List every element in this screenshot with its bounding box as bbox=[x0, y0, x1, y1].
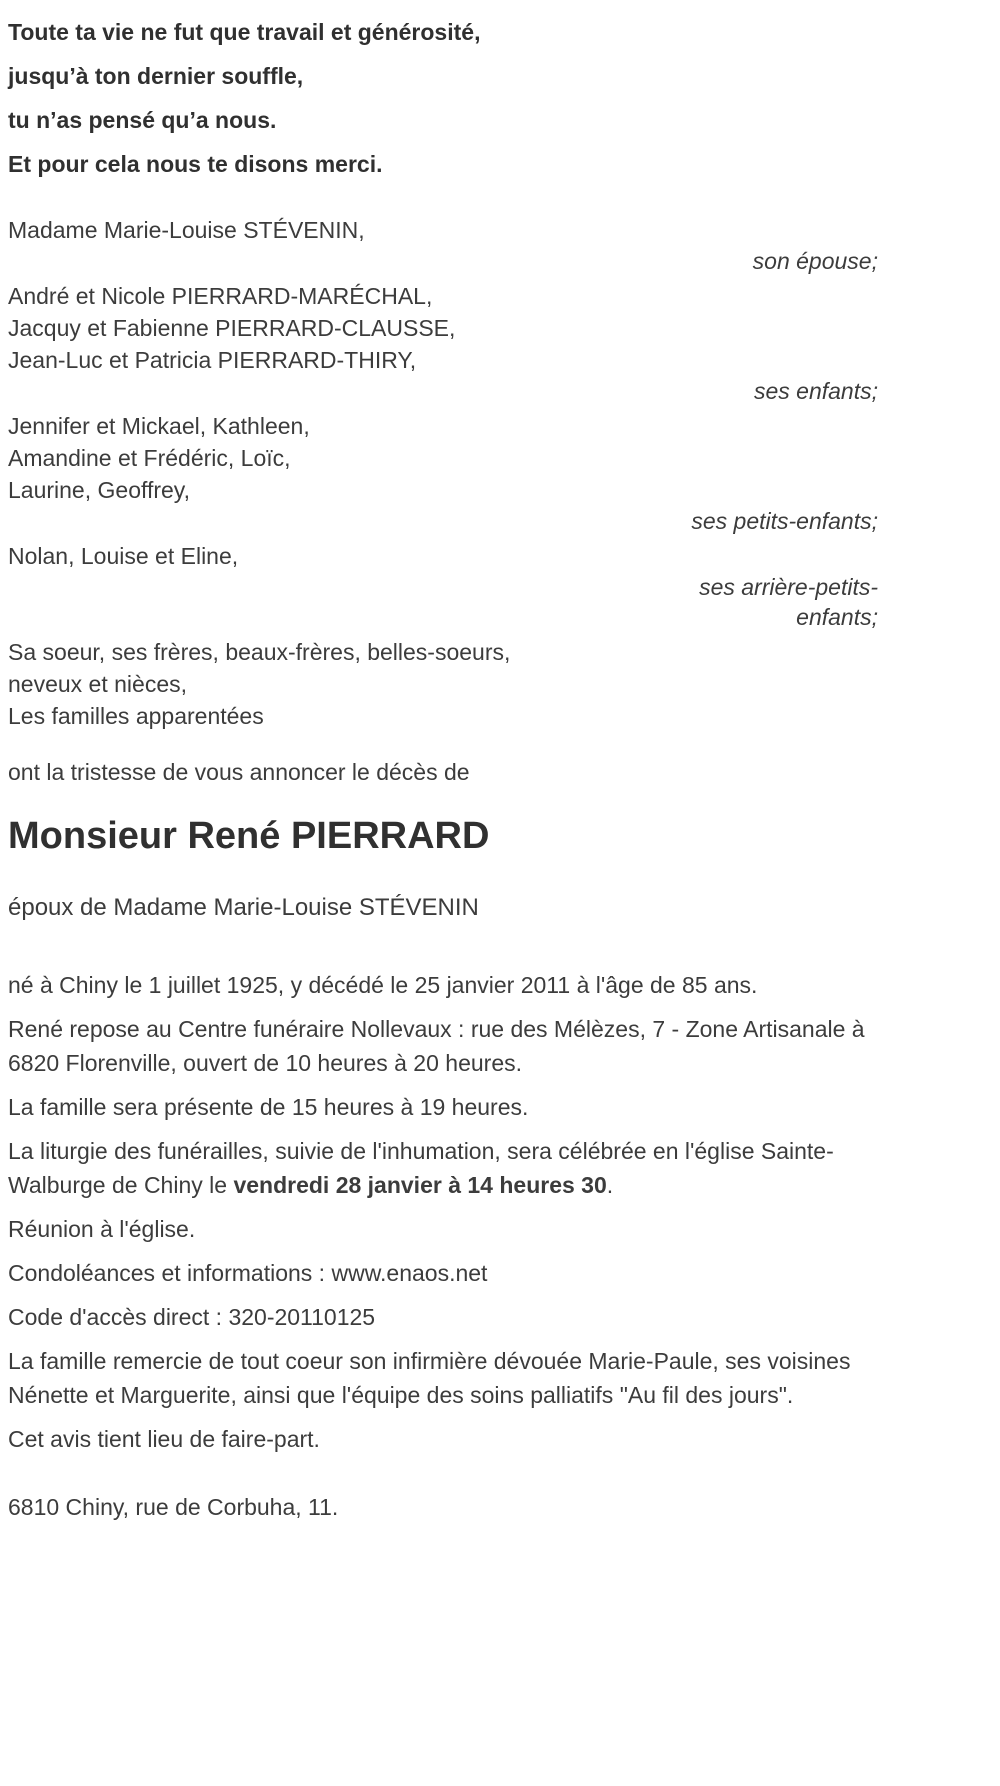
family-group-great-grandchildren bbox=[8, 540, 878, 632]
family-group-grandchildren bbox=[8, 410, 878, 536]
spouse-line: époux de Madame Marie-Louise STÉVENIN bbox=[8, 894, 479, 921]
presence-line: La famille sera présente de 15 heures à 19 heures. bbox=[8, 1094, 529, 1120]
family-group-extended bbox=[8, 636, 878, 732]
funeral-text: La liturgie des funérailles, suivie de l'inhumation, sera célébrée en l'église Sainte-Walburge de Chiny le bbox=[8, 1138, 834, 1198]
repose-paragraph: René repose au Centre funéraire Nollevaux : rue des Mélèzes, 7 - Zone Artisanale à 6820 Florenville, ouvert de 10 heures à 20 heures. bbox=[8, 1016, 865, 1076]
relation-label: ses petits-enfants; bbox=[691, 508, 878, 534]
family-name-line: Laurine, Geoffrey, bbox=[8, 477, 190, 503]
family-name-line: Amandine et Frédéric, Loïc, bbox=[8, 445, 291, 471]
epigraph-line: jusqu’à ton dernier souffle, bbox=[8, 63, 304, 89]
address-line: 6810 Chiny, rue de Corbuha, 11. bbox=[8, 1494, 339, 1520]
epigraph-line: Et pour cela nous te disons merci. bbox=[8, 151, 383, 177]
condolences-label: Condoléances et informations : bbox=[8, 1260, 332, 1286]
family-name-line: André et Nicole PIERRARD-MARÉCHAL, bbox=[8, 283, 433, 309]
family-name-line: Les familles apparentées bbox=[8, 703, 264, 729]
epigraph bbox=[8, 10, 878, 186]
announcement-text: ont la tristesse de vous annoncer le décès de bbox=[8, 759, 470, 785]
access-code-line: Code d'accès direct : 320-20110125 bbox=[8, 1304, 376, 1330]
epigraph-line: Toute ta vie ne fut que travail et générosité, bbox=[8, 19, 481, 45]
details-section bbox=[8, 968, 878, 1456]
condolences-line bbox=[8, 1256, 878, 1290]
family-name-line: Sa soeur, ses frères, beaux-frères, belles-soeurs, bbox=[8, 639, 511, 665]
funeral-paragraph bbox=[8, 1134, 878, 1202]
family-name-line: Nolan, Louise et Eline, bbox=[8, 543, 239, 569]
family-name-line: Jean-Luc et Patricia PIERRARD-THIRY, bbox=[8, 347, 417, 373]
funeral-date: vendredi 28 janvier à 14 heures 30 bbox=[233, 1172, 607, 1198]
relation-label: ses enfants; bbox=[753, 378, 878, 404]
family-group-children bbox=[8, 280, 878, 406]
birth-death-line: né à Chiny le 1 juillet 1925, y décédé le 25 janvier 2011 à l'âge de 85 ans. bbox=[8, 972, 758, 998]
notice-line: Cet avis tient lieu de faire-part. bbox=[8, 1426, 320, 1452]
family-name-line: Madame Marie-Louise STÉVENIN, bbox=[8, 217, 365, 243]
relation-label: ses arrière-petits-enfants; bbox=[699, 574, 878, 630]
family-name-line: Jacquy et Fabienne PIERRARD-CLAUSSE, bbox=[8, 315, 456, 341]
family-name-line: neveux et nièces, bbox=[8, 671, 188, 697]
website-url: www.enaos.net bbox=[331, 1260, 488, 1286]
reunion-line: Réunion à l'église. bbox=[8, 1216, 196, 1242]
family-name-line: Jennifer et Mickael, Kathleen, bbox=[8, 413, 310, 439]
thanks-paragraph: La famille remercie de tout coeur son infirmière dévouée Marie-Paule, ses voisines Nénette et Marguerite, ainsi que l'équipe des soins palliatifs "Au fil des jours". bbox=[8, 1348, 851, 1408]
epigraph-line: tu n’as pensé qu’a nous. bbox=[8, 107, 277, 133]
funeral-text-suffix: . bbox=[606, 1172, 614, 1198]
page-title: Monsieur René PIERRARD bbox=[8, 815, 490, 857]
family-group-spouse bbox=[8, 214, 878, 276]
relation-label: son épouse; bbox=[752, 248, 878, 274]
